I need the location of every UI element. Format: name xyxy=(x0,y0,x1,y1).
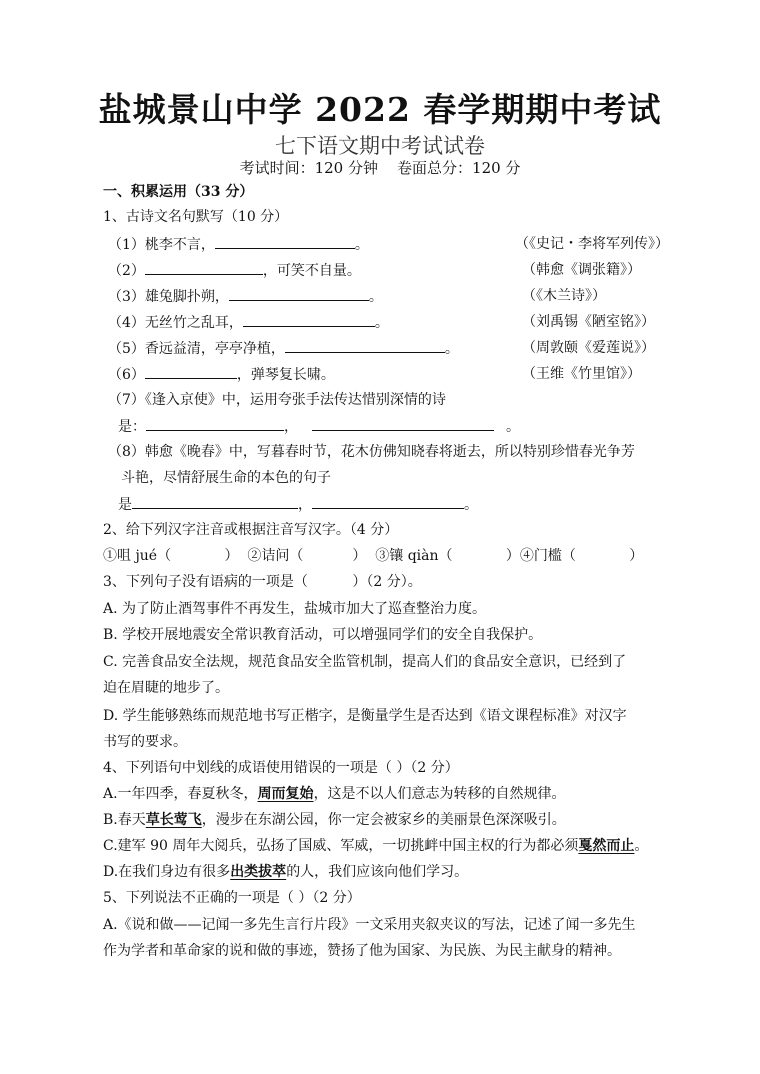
item-text: 桃李不言， xyxy=(144,237,215,253)
q3-option-a: A. 为了防止酒驾事件不再发生，盐城市加大了巡查整治力度。 xyxy=(103,601,487,617)
item-text: 。 xyxy=(444,341,459,357)
item-text: ，弹琴复长啸。 xyxy=(236,367,335,383)
q4-option-a xyxy=(103,784,566,804)
item-text: 是 xyxy=(118,497,132,513)
option-text: 的人，我们应该向他们学习。 xyxy=(286,864,469,880)
answer-blank[interactable] xyxy=(132,494,298,509)
q1-source-6: （王维《竹里馆》） xyxy=(522,366,641,382)
q1-item-5 xyxy=(108,338,459,359)
q3-option-b: B. 学校开展地震安全常识教育活动，可以增强同学们的安全自我保护。 xyxy=(103,627,543,643)
underlined-idiom: 草长莺飞 xyxy=(145,812,202,828)
underlined-idiom: 周而复始 xyxy=(257,786,314,802)
q4-option-c xyxy=(103,836,648,856)
item-number: （1） xyxy=(108,237,145,253)
q5-option-a: A.《说和做——记闻一多先生言行片段》一文采用夹叙夹议的写法，记述了闻一多先生 xyxy=(103,917,636,933)
answer-blank[interactable] xyxy=(243,312,375,327)
answer-blank[interactable] xyxy=(312,494,464,509)
underlined-idiom: 戛然而止 xyxy=(578,838,635,854)
q1-item-8-answer xyxy=(118,494,478,515)
item-number: （3） xyxy=(108,289,145,305)
item-text: 。 xyxy=(368,289,383,305)
q1-item-2 xyxy=(108,260,361,281)
underlined-idiom: 出类拔萃 xyxy=(230,864,287,880)
item-text: ， xyxy=(284,419,298,435)
q1-item-7: （7）《逢入京使》中，运用夸张手法传达惜别深情的诗 xyxy=(108,392,446,408)
q1-item-1 xyxy=(108,234,369,255)
option-text: A.一年四季，春夏秋冬， xyxy=(103,786,258,802)
answer-blank[interactable] xyxy=(215,234,355,249)
q1-source-2: （韩愈《调张籍》） xyxy=(522,262,641,278)
item-number: （5） xyxy=(108,341,145,357)
item-text: 无丝竹之乱耳， xyxy=(144,315,243,331)
question-3-heading: 3、下列句子没有语病的一项是（ ）（2 分）。 xyxy=(103,574,422,590)
item-text: 。 xyxy=(506,419,520,435)
q1-item-4 xyxy=(108,312,389,333)
question-4-heading: 4、下列语句中划线的成语使用错误的一项是（ ）（2 分） xyxy=(103,760,459,776)
option-text: 。 xyxy=(634,838,649,854)
answer-blank[interactable] xyxy=(145,364,237,379)
q3-option-c-line2: 迫在眉睫的地步了。 xyxy=(103,680,229,696)
exam-info: 考试时间：120 分钟 卷面总分：120 分 xyxy=(239,159,521,177)
q5-option-a-line2: 作为学者和革命家的说和做的事迹，赞扬了他为国家、为民族、为民主献身的精神。 xyxy=(103,943,621,959)
option-text: ，漫步在东湖公园，你一定会被家乡的美丽景色深深吸引。 xyxy=(201,812,566,828)
item-text: 香远益清，亭亭净植， xyxy=(144,341,285,357)
item-text: 雄兔脚扑朔， xyxy=(144,289,229,305)
item-number: （2） xyxy=(108,263,145,279)
exam-subtitle: 七下语文期中考试试卷 xyxy=(275,134,485,158)
q1-item-8-line2: 斗艳，尽情舒展生命的本色的句子 xyxy=(121,470,331,486)
item-text: 。 xyxy=(464,497,478,513)
exam-title: 盐城景山中学 2022 春学期期中考试 xyxy=(98,90,662,129)
q1-item-6 xyxy=(108,364,335,385)
option-text: D.在我们身边有很多 xyxy=(103,864,231,880)
answer-blank[interactable] xyxy=(146,416,284,431)
q3-option-d: D. 学生能够熟练而规范地书写正楷字，是衡量学生是否达到《语文课程标准》对汉字 xyxy=(103,708,627,724)
q1-source-1: （《史记・李将军列传》） xyxy=(515,236,669,252)
item-text: ， xyxy=(298,497,312,513)
question-2-heading: 2、给下列汉字注音或根据注音写汉字。（4 分） xyxy=(103,522,399,538)
option-text: B.春天 xyxy=(103,812,146,828)
q1-source-3: （《木兰诗》） xyxy=(522,288,606,304)
q3-option-d-line2: 书写的要求。 xyxy=(103,734,187,750)
q1-item-7-answer xyxy=(118,416,520,437)
q1-source-4: （刘禹锡《陋室铭》） xyxy=(522,314,655,330)
q1-item-8: （8）韩愈《晚春》中，写暮春时节，花木仿佛知晓春将逝去，所以特别珍惜春光争芳 xyxy=(108,444,635,460)
q4-option-b xyxy=(103,810,566,830)
item-text: ，可笑不自量。 xyxy=(262,263,361,279)
q3-option-c: C. 完善食品安全法规，规范食品安全监管机制，提高人们的食品安全意识，已经到了 xyxy=(103,654,627,670)
q4-option-d xyxy=(103,862,468,882)
answer-blank[interactable] xyxy=(229,286,369,301)
item-number: （4） xyxy=(108,315,145,331)
question-5-heading: 5、下列说法不正确的一项是（ ）（2 分） xyxy=(103,890,361,906)
question-1-heading: 1、古诗文名句默写（10 分） xyxy=(103,209,289,225)
item-text: 。 xyxy=(374,315,389,331)
option-text: C.建军 90 周年大阅兵，弘扬了国威、军威，一切挑衅中国主权的行为都必须 xyxy=(103,838,579,854)
q1-item-3 xyxy=(108,286,383,307)
question-2-items: ①咀 jué（ ） ②诘问（ ） ③镶 qiàn（ ）④门槛（ ） xyxy=(103,548,644,564)
item-text: 是： xyxy=(118,419,146,435)
answer-blank[interactable] xyxy=(285,338,445,353)
item-text: 。 xyxy=(354,237,369,253)
item-number: （6） xyxy=(108,367,145,383)
option-text: ，这是不以人们意志为转移的自然规律。 xyxy=(313,786,566,802)
answer-blank[interactable] xyxy=(145,260,263,275)
section-heading: 一、积累运用（33 分） xyxy=(103,184,254,200)
answer-blank[interactable] xyxy=(312,416,494,431)
q1-source-5: （周敦颐《爱莲说》） xyxy=(522,340,655,356)
